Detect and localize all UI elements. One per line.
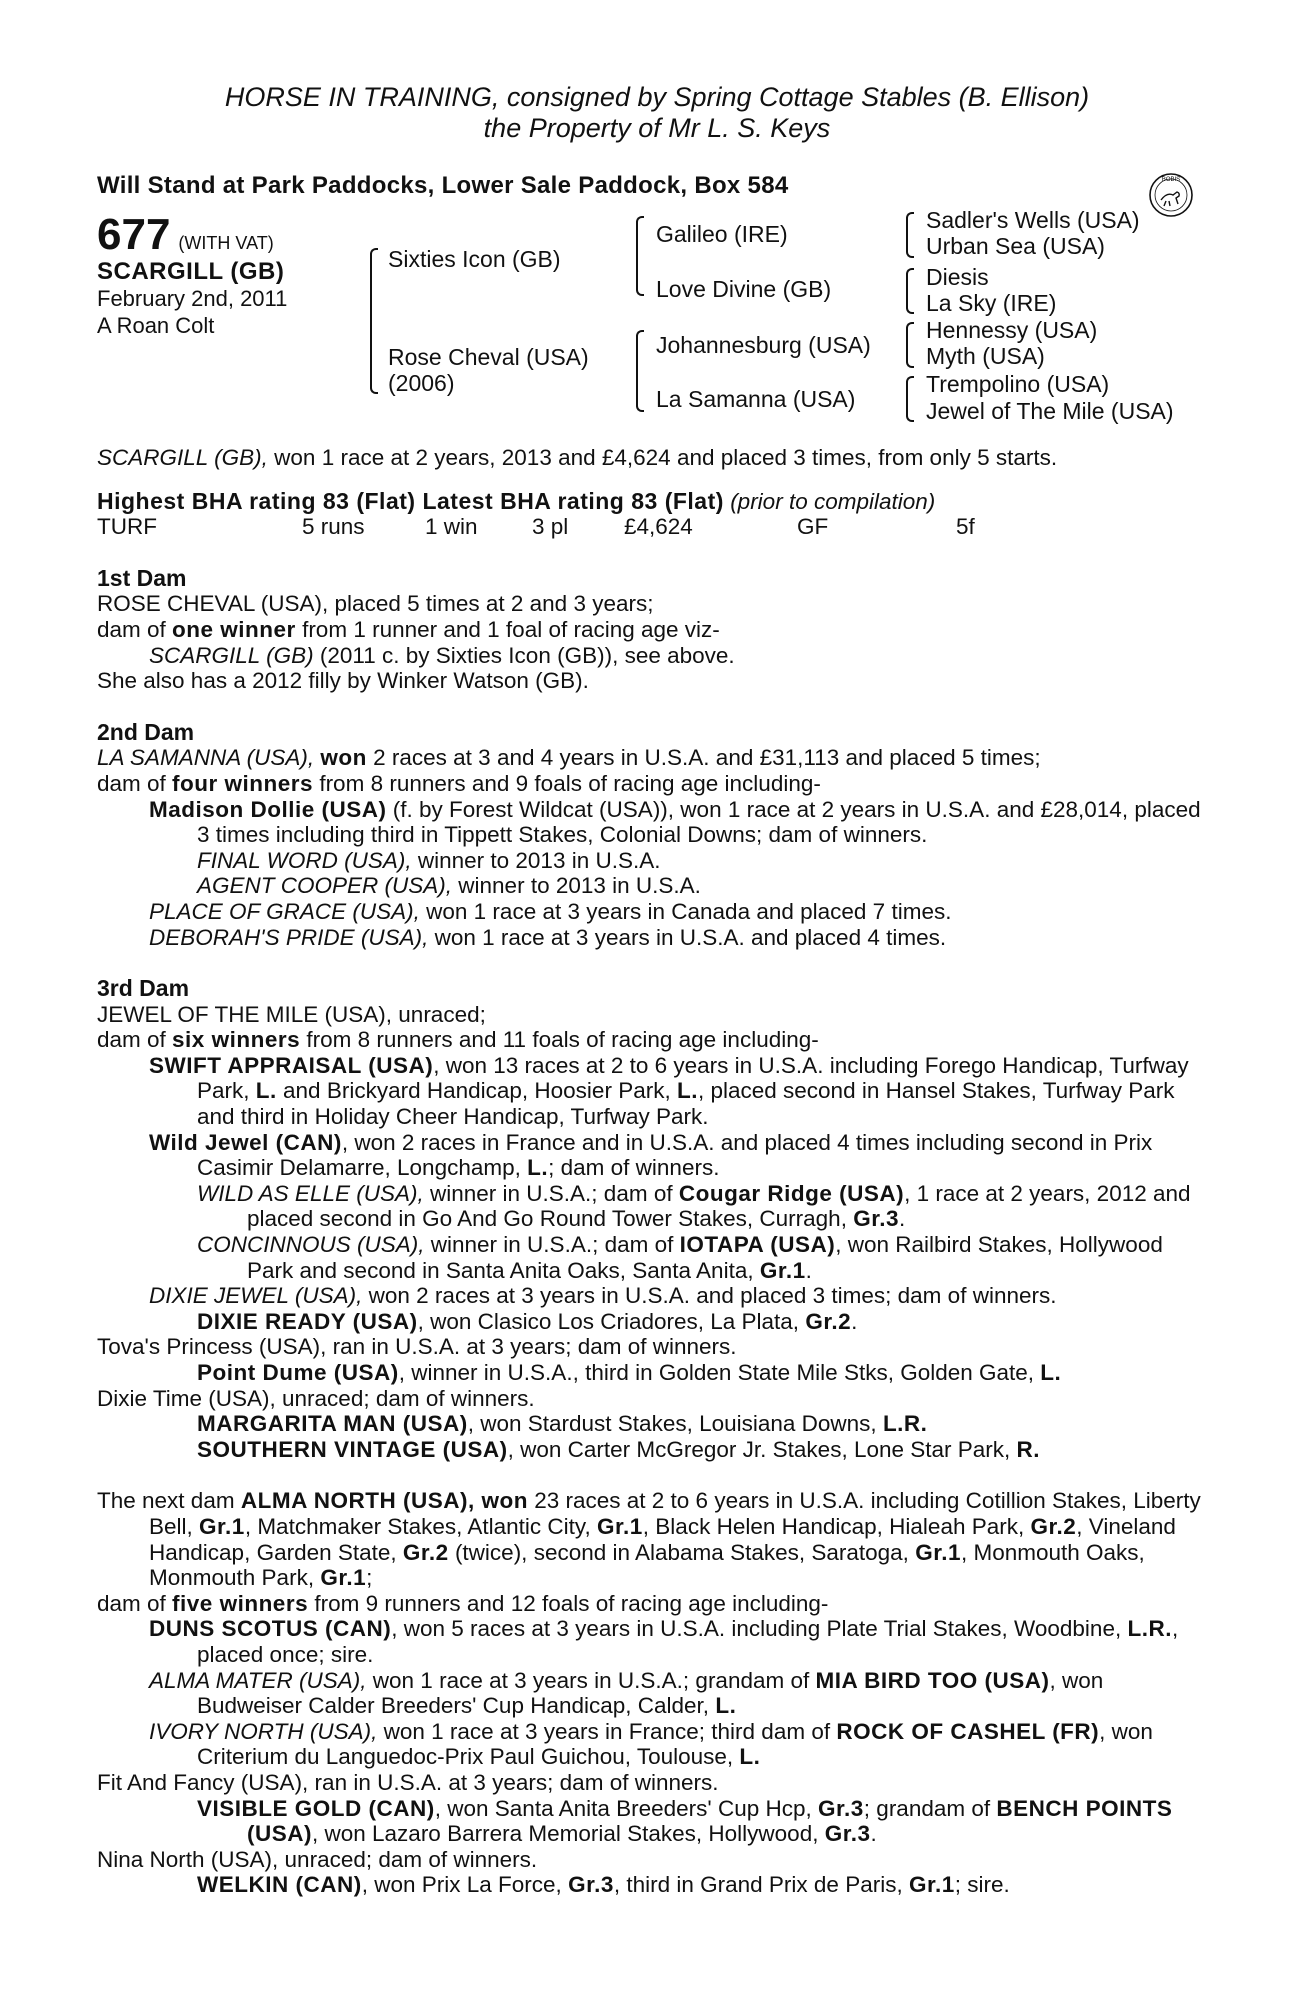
foaling-date: February 2nd, 2011 — [97, 286, 288, 311]
progeny-visible-gold: VISIBLE GOLD (CAN), won Santa Anita Breeders' Cup Hcp, Gr.3; grandam of BENCH POINTS (USA), won Lazaro Barrera Memorial Stakes, Hollywood, Gr.3. — [197, 1795, 1173, 1847]
third-dam-heading: 3rd Dam — [97, 975, 190, 1002]
dam-year: (2006) — [388, 370, 455, 396]
stand-location: Will Stand at Park Paddocks, Lower Sale Paddock, Box 584 — [97, 172, 789, 199]
ped-sds: Diesis — [926, 264, 989, 290]
progeny-deborahs-pride: DEBORAH'S PRIDE (USA), won 1 race at 3 years in U.S.A. and placed 4 times. — [149, 924, 947, 950]
header-line-1: HORSE IN TRAINING, consigned by Spring Cottage Stables (B. Ellison) — [224, 82, 1090, 112]
ped-sdd: La Sky (IRE) — [926, 290, 1057, 316]
progeny-wild-as-elle: WILD AS ELLE (USA), winner in U.S.A.; dam of Cougar Ridge (USA), 1 race at 2 years, 2012 and placed second in Go And Go Round Tower Stakes, Curragh, Gr.3. — [197, 1180, 1191, 1232]
progeny-point-dume: Point Dume (USA), winner in U.S.A., third in Golden State Mile Stks, Golden Gate, L. — [197, 1360, 1062, 1385]
progeny-agent-cooper: AGENT COOPER (USA), winner to 2013 in U.S.A. — [197, 873, 701, 899]
progeny-southern-vintage: SOUTHERN VINTAGE (USA), won Carter McGregor Jr. Stakes, Lone Star Park, R. — [197, 1436, 1041, 1462]
sire-dam: Love Divine (GB) — [656, 276, 832, 302]
progeny-place-of-grace: PLACE OF GRACE (USA), won 1 race at 3 years in Canada and placed 7 times. — [149, 898, 952, 924]
rating-line: Highest BHA rating 83 (Flat) Latest BHA rating 83 (Flat) (prior to compilation) — [97, 487, 936, 514]
next-dam-produce: dam of five winners from 9 runners and 12 foals of racing age including- — [97, 1590, 829, 1616]
sire-sire: Galileo (IRE) — [656, 221, 788, 247]
progeny-ivory-north: IVORY NORTH (USA), won 1 race at 3 years in France; third dam of ROCK OF CASHEL (FR), won Criterium du Languedoc-Prix Paul Guichou, Toulouse, L. — [149, 1718, 1153, 1770]
progeny-dixie-ready: DIXIE READY (USA), won Clasico Los Criadores, La Plata, Gr.2. — [197, 1308, 858, 1334]
pedigree-brace — [906, 268, 914, 314]
first-dam-produce: dam of one winner from 1 runner and 1 foal of racing age viz- — [97, 616, 720, 642]
third-dam-produce: dam of six winners from 8 runners and 11 foals of racing age including- — [97, 1027, 819, 1053]
progeny-welkin: WELKIN (CAN), won Prix La Force, Gr.3, third in Grand Prix de Paris, Gr.1; sire. — [197, 1872, 1010, 1898]
progeny-margarita-man: MARGARITA MAN (USA), won Stardust Stakes, Louisiana Downs, L.R. — [197, 1411, 928, 1437]
horse-name: SCARGILL (GB) — [97, 258, 285, 285]
pedigree-brace — [906, 212, 914, 258]
first-dam-heading: 1st Dam — [97, 564, 187, 591]
catalogue-body — [97, 445, 1209, 1898]
progeny-nina-north: Nina North (USA), unraced; dam of winners. — [97, 1846, 538, 1872]
turf-record: TURF 5 runs 1 win 3 pl £4,624 GF 5f — [97, 514, 975, 540]
first-dam-note: She also has a 2012 filly by Winker Watson (GB). — [97, 668, 589, 694]
dam-dam: La Samanna (USA) — [656, 386, 856, 412]
progeny-tovas-princess: Tova's Princess (USA), ran in U.S.A. at 3 years; dam of winners. — [97, 1334, 737, 1360]
progeny-wild-jewel: Wild Jewel (CAN), won 2 races in France and in U.S.A. and placed 4 times including second in Prix Casimir Delamarre, Longchamp, L.; dam of winners. — [149, 1129, 1153, 1181]
pedigree-brace — [636, 216, 644, 296]
sire: Sixties Icon (GB) — [388, 246, 561, 272]
lot-info — [97, 212, 287, 339]
pedigree-brace — [370, 248, 378, 394]
race-summary: SCARGILL (GB), won 1 race at 2 years, 2013 and £4,624 and placed 3 times, from only 5 starts. — [97, 445, 1058, 470]
seal-text: BOBIS — [1161, 177, 1181, 183]
ped-dss: Hennessy (USA) — [926, 317, 1098, 343]
second-dam-heading: 2nd Dam — [97, 718, 195, 745]
progeny-dixie-time: Dixie Time (USA), unraced; dam of winners. — [97, 1385, 535, 1411]
pedigree-brace — [636, 330, 644, 412]
progeny-duns-scotus: DUNS SCOTUS (CAN), won 5 races at 3 years in U.S.A. including Plate Trial Stakes, Woodbine, L.R., placed once; sire. — [149, 1616, 1179, 1667]
pedigree-brace — [906, 322, 914, 368]
ped-sss: Sadler's Wells (USA) — [926, 207, 1140, 233]
progeny-alma-mater: ALMA MATER (USA), won 1 race at 3 years in U.S.A.; grandam of MIA BIRD TOO (USA), won Budweiser Calder Breeders' Cup Handicap, Calder, L. — [149, 1667, 1104, 1719]
second-dam-produce: dam of four winners from 8 runners and 9 foals of racing age including- — [97, 770, 821, 796]
vat-note: (WITH VAT) — [178, 233, 274, 253]
dam: Rose Cheval (USA) — [388, 344, 589, 370]
first-dam-line: ROSE CHEVAL (USA), placed 5 times at 2 and 3 years; — [97, 591, 654, 617]
progeny-fit-and-fancy: Fit And Fancy (USA), ran in U.S.A. at 3 years; dam of winners. — [97, 1769, 719, 1795]
ped-ddd: Jewel of The Mile (USA) — [926, 398, 1174, 424]
pedigree-brace — [906, 376, 914, 422]
progeny-concinnous: CONCINNOUS (USA), winner in U.S.A.; dam of IOTAPA (USA), won Railbird Stakes, Hollywood Park and second in Santa Anita Oaks, Santa Anita, Gr.1. — [197, 1232, 1163, 1283]
progeny-final-word: FINAL WORD (USA), winner to 2013 in U.S.A. — [197, 847, 661, 873]
first-dam-foal: SCARGILL (GB) (2011 c. by Sixties Icon (GB)), see above. — [149, 642, 735, 668]
second-dam-line: LA SAMANNA (USA), won 2 races at 3 and 4 years in U.S.A. and £31,113 and placed 5 times; — [97, 745, 1041, 771]
progeny-swift-appraisal: SWIFT APPRAISAL (USA), won 13 races at 2 to 6 years in U.S.A. including Forego Handicap, Turfway Park, L. and Brickyard Handicap, Hoosier Park, L., placed second in Hansel Stakes, Turfway Park and third in Holiday Cheer Handicap, Turfway Park. — [149, 1052, 1189, 1130]
header-line-2: the Property of Mr L. S. Keys — [483, 113, 831, 143]
ped-ssd: Urban Sea (USA) — [926, 233, 1105, 259]
bobis-seal-icon — [1148, 172, 1194, 218]
lot-number: 677 — [97, 210, 171, 259]
third-dam-line: JEWEL OF THE MILE (USA), unraced; — [97, 1001, 486, 1027]
next-dam-line: The next dam ALMA NORTH (USA), won 23 races at 2 to 6 years in U.S.A. including Cotillion Stakes, Liberty Bell, Gr.1, Matchmaker Stakes, Atlantic City, Gr.1, Black Helen Handicap, Hialeah Park, Gr.2, Vineland Handicap, Garden State, Gr.2 (twice), second in Alabama Stakes, Saratoga, Gr.1, Monmouth Oaks, Monmouth Park, Gr.1; — [97, 1488, 1201, 1591]
horse-description: A Roan Colt — [97, 313, 215, 338]
progeny-madison: Madison Dollie (USA) (f. by Forest Wildcat (USA)), won 1 race at 2 years in U.S.A. and £28,014, placed 3 times including third in Tippett Stakes, Colonial Downs; dam of winners. — [149, 796, 1201, 848]
dam-sire: Johannesburg (USA) — [656, 332, 871, 358]
ped-dsd: Myth (USA) — [926, 343, 1045, 369]
progeny-dixie-jewel: DIXIE JEWEL (USA), won 2 races at 3 years in U.S.A. and placed 3 times; dam of winners. — [149, 1283, 1057, 1309]
ped-dds: Trempolino (USA) — [926, 371, 1110, 397]
